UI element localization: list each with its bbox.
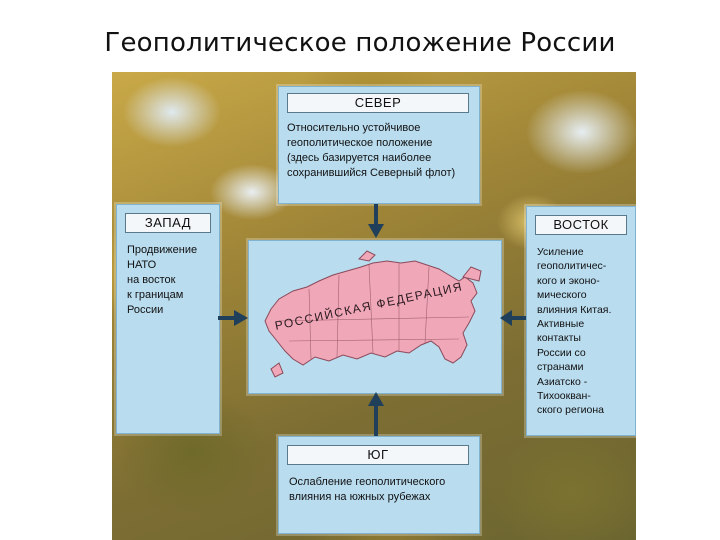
east-line: контакты [537, 332, 581, 345]
north-line: Относительно устойчивое [287, 122, 421, 134]
north-line: (здесь базируется наиболее [287, 152, 432, 164]
arrow-west-to-center [218, 310, 248, 326]
west-line: НАТО [127, 259, 157, 271]
east-text [537, 245, 635, 418]
north-text [287, 121, 477, 181]
west-line: к границам [127, 289, 184, 301]
east-line: Азиатско - [537, 375, 588, 388]
south-line: Ослабление геополитического [289, 476, 446, 488]
east-line: Активные [537, 318, 585, 331]
map-label: РОССИЙСКАЯ ФЕДЕРАЦИЯ [273, 279, 465, 333]
south-label: ЮГ [287, 445, 469, 465]
arrow-east-to-center [500, 310, 526, 326]
east-label: ВОСТОК [535, 215, 627, 235]
center-map-box [248, 240, 502, 394]
east-line: мического [537, 289, 587, 302]
north-line: сохранившийся Северный флот) [287, 167, 456, 179]
east-line: геополитичес- [537, 260, 607, 273]
south-text [289, 475, 477, 505]
east-line: ского региона [537, 404, 605, 417]
west-label: ЗАПАД [125, 213, 211, 233]
north-label: СЕВЕР [287, 93, 469, 113]
arrow-north-to-center [368, 204, 384, 238]
slide-title: Геополитическое положение России [104, 28, 616, 58]
west-box [116, 204, 220, 434]
south-line: влияния на южных рубежах [289, 491, 431, 503]
west-line: России [127, 304, 164, 316]
arrow-south-to-center [368, 392, 384, 436]
north-line: геополитическое положение [287, 137, 433, 149]
west-line: Продвижение [127, 244, 198, 256]
east-line: влияния Китая. [537, 303, 612, 316]
north-box [278, 86, 480, 204]
west-text [127, 243, 217, 318]
east-line: Тихоокван- [537, 390, 591, 403]
east-line: Усиление [537, 246, 584, 258]
south-box [278, 436, 480, 534]
east-box [526, 206, 636, 436]
west-line: на восток [127, 274, 176, 286]
east-line: странами [537, 361, 584, 374]
forest-background-photo [112, 72, 636, 540]
east-line: кого и эконо- [537, 274, 600, 287]
east-line: России со [537, 346, 586, 359]
